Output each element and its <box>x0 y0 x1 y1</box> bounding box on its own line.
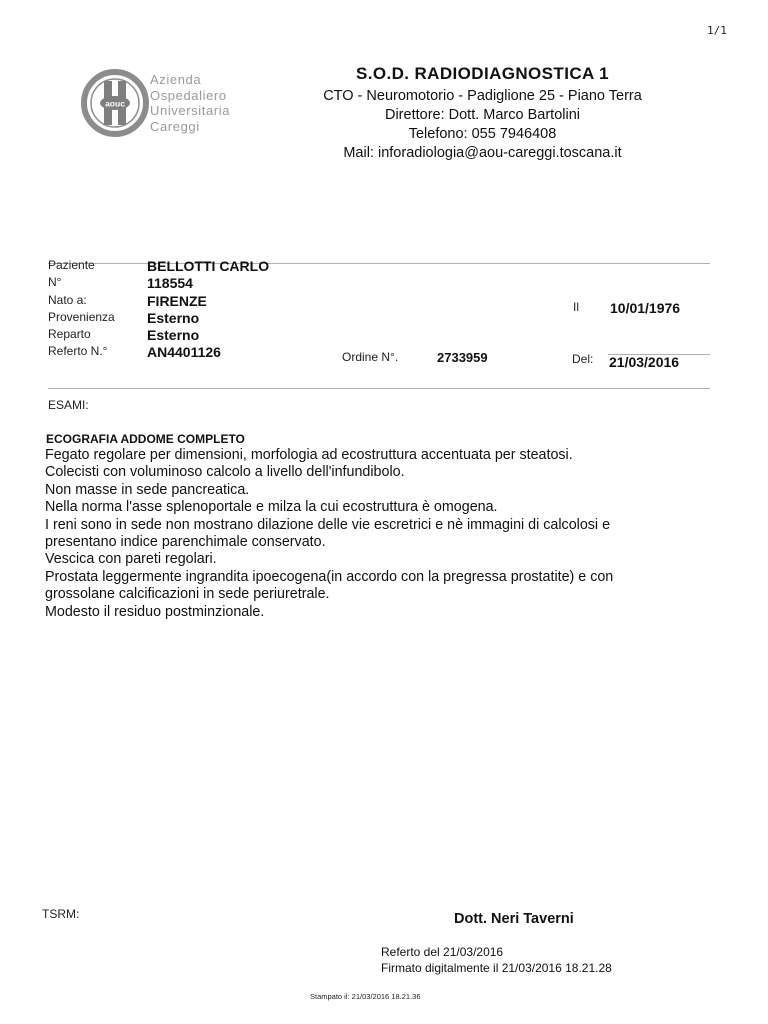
label-origin: Provenienza <box>48 309 115 324</box>
report-line: Prostata leggermente ingrandita ipoecogena(in accordo con la pregressa prostatite) e con <box>45 568 614 585</box>
label-patient: Paziente <box>48 258 95 272</box>
report-line: Vescica con pareti regolari. <box>45 551 217 568</box>
report-line: Fegato regolare per dimensioni, morfologia ad ecostruttura accentuata per steatosi. <box>45 447 573 463</box>
department-header <box>300 64 665 163</box>
hospital-logo <box>80 68 150 138</box>
middle-divider <box>48 388 710 389</box>
digital-signature-line: Firmato digitalmente il 21/03/2016 18.21.28 <box>381 961 612 975</box>
label-birth-date: Il <box>573 300 579 314</box>
exams-heading: ESAMI: <box>48 398 89 412</box>
patient-origin: Esterno <box>147 309 200 326</box>
tsrm-label: TSRM: <box>42 907 80 921</box>
patient-values <box>147 258 269 362</box>
patient-labels <box>48 257 115 361</box>
report-line: Nella norma l'asse splenoportale e milza la cui ecostruttura è omogena. <box>45 499 498 516</box>
report-date-line: Referto del 21/03/2016 <box>381 945 504 959</box>
logo-badge-text: aouc <box>105 98 125 109</box>
page-number: 1/1 <box>707 24 727 37</box>
hospital-name-line: Universitaria <box>150 103 231 118</box>
report-line: grossolane calcificazioni in sede periuretrale. <box>45 586 330 603</box>
patient-birthplace: FIRENZE <box>147 292 207 309</box>
patient-ward: Esterno <box>147 327 200 344</box>
signature-block <box>381 944 612 976</box>
report-line: Non masse in sede pancreatica. <box>45 481 250 498</box>
label-order: Ordine N°. <box>342 350 399 364</box>
report-body <box>45 447 735 621</box>
label-report-number: Referto N.° <box>48 344 108 359</box>
label-birthplace: Nato a: <box>48 292 87 307</box>
report-date: 21/03/2016 <box>609 354 680 370</box>
report-number: AN4401126 <box>147 344 221 361</box>
patient-number: 118554 <box>147 275 193 292</box>
report-line: presentano indice parenchimale conservato. <box>45 534 326 551</box>
hospital-name <box>150 72 230 134</box>
department-phone: Telefono: 055 7946408 <box>408 126 557 142</box>
report-line: I reni sono in sede non mostrano dilazione delle vie escretrici e nè immagini di calcolosi e <box>45 516 611 533</box>
department-title: S.O.D. RADIODIAGNOSTICA 1 <box>355 64 610 83</box>
birth-date: 10/01/1976 <box>610 300 681 316</box>
label-report-date: Del: <box>572 352 594 366</box>
department-location: CTO - Neuromotorio - Padiglione 25 - Piano Terra <box>323 88 642 104</box>
exam-title: ECOGRAFIA ADDOME COMPLETO <box>46 432 245 446</box>
label-number: N° <box>48 275 62 290</box>
doctor-name: Dott. Neri Taverni <box>454 911 574 927</box>
hospital-name-line: Ospedaliero <box>150 87 227 103</box>
order-number: 2733959 <box>437 350 488 365</box>
report-line: Modesto il residuo postminzionale. <box>45 603 265 620</box>
label-ward: Reparto <box>48 327 91 342</box>
patient-name: BELLOTTI CARLO <box>147 258 270 274</box>
printed-timestamp: Stampato il: 21/03/2016 18.21.36 <box>310 992 421 1001</box>
department-director: Direttore: Dott. Marco Bartolini <box>384 107 580 123</box>
department-email: Mail: inforadiologia@aou-careggi.toscana.it <box>343 145 622 161</box>
hospital-name-line: Azienda <box>150 72 202 87</box>
report-line: Colecisti con voluminoso calcolo a livello dell'infundibolo. <box>45 464 405 481</box>
hospital-name-line: Careggi <box>150 118 200 134</box>
